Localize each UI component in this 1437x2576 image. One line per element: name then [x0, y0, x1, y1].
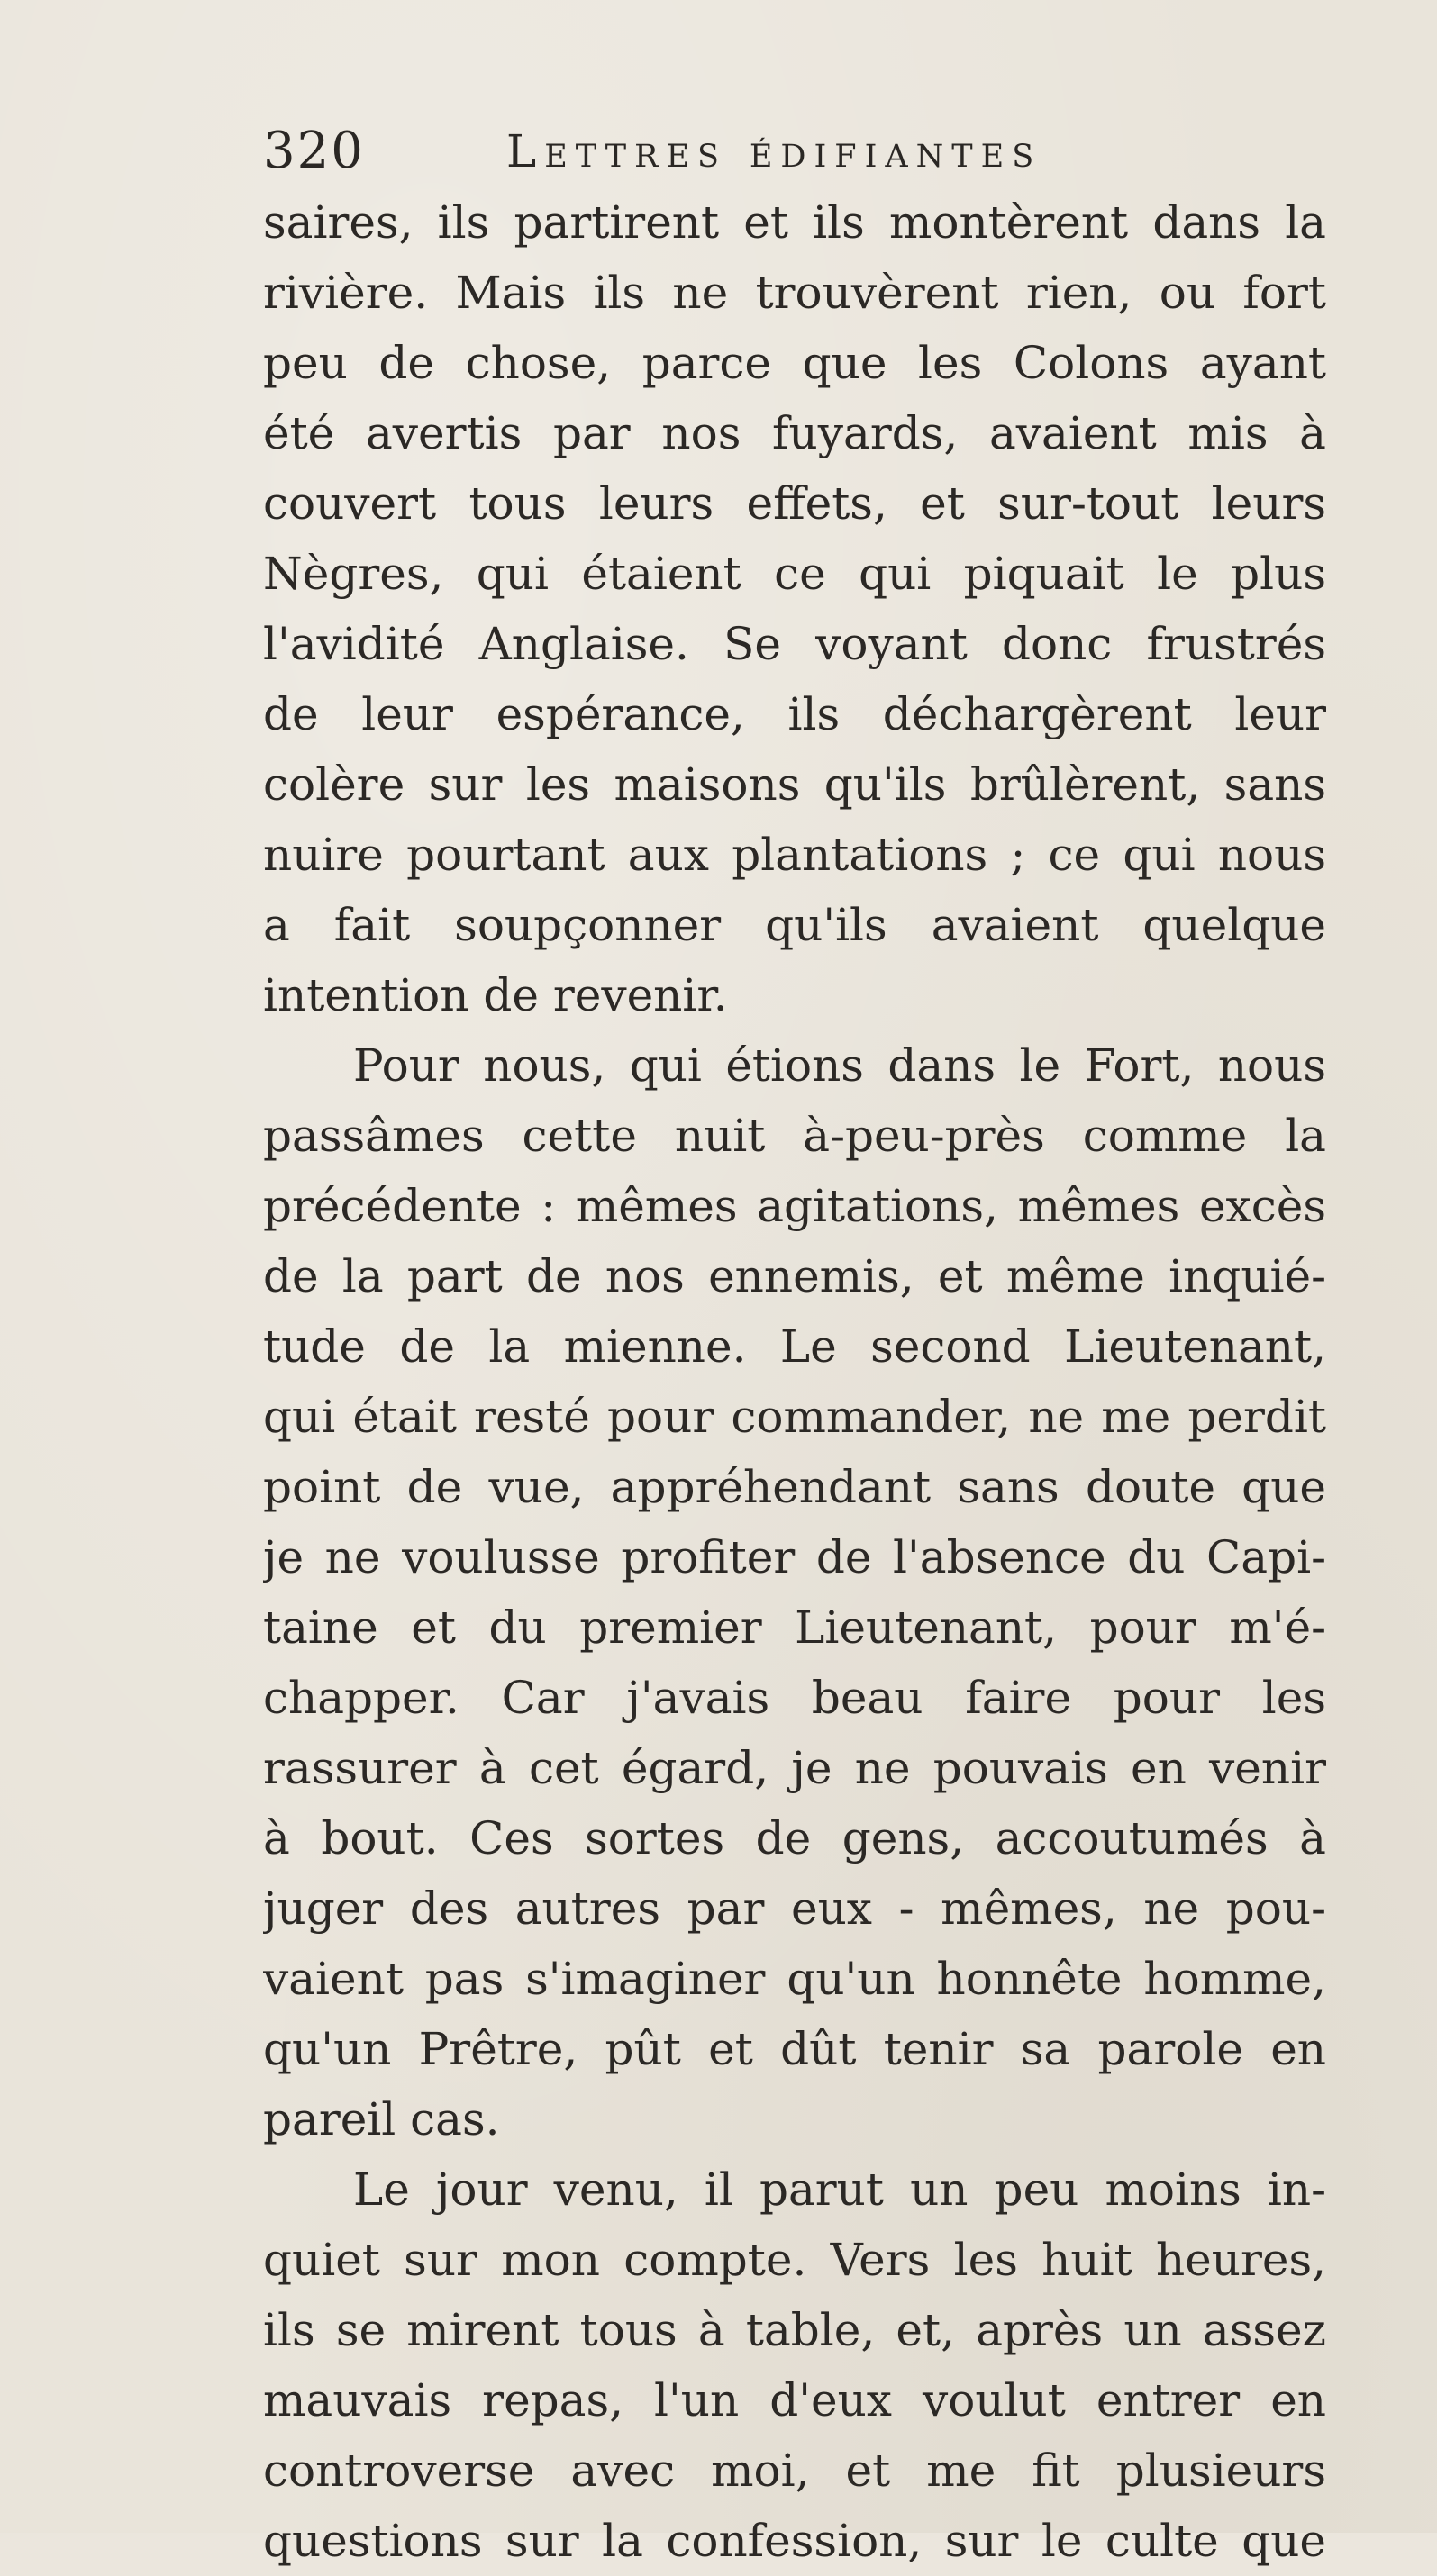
text-line: Pour nous, qui étions dans le Fort, nous: [353, 1039, 1326, 1092]
text-line: qui était resté pour commander, ne me perdit: [263, 1391, 1326, 1443]
text-line: couvert tous leurs effets, et sur-tout leurs: [263, 477, 1326, 530]
text-line: Nègres, qui étaient ce qui piquait le plus: [263, 548, 1326, 600]
page-number: 320: [263, 122, 365, 180]
text-line: été avertis par nos fuyards, avaient mis à: [263, 407, 1326, 459]
text-line: de leur espérance, ils déchargèrent leur: [263, 688, 1326, 740]
running-title: Lettres édifiantes: [506, 125, 1042, 177]
text-line: chapper. Car j'avais beau faire pour les: [263, 1672, 1326, 1724]
text-line: vaient pas s'imaginer qu'un honnête homme,: [263, 1953, 1326, 2005]
text-line: quiet sur mon compte. Vers les huit heures,: [263, 2234, 1326, 2286]
text-line: nuire pourtant aux plantations ; ce qui nous: [263, 829, 1326, 881]
text-line: tude de la mienne. Le second Lieutenant,: [263, 1320, 1326, 1373]
text-line: je ne voulusse profiter de l'absence du Capi-: [263, 1531, 1326, 1583]
text-line: point de vue, appréhendant sans doute que: [263, 1461, 1326, 1513]
text-line: controverse avec moi, et me fit plusieurs: [263, 2444, 1326, 2497]
page-header: [263, 115, 1254, 187]
text-line: l'avidité Anglaise. Se voyant donc frustrés: [263, 618, 1326, 670]
text-line: mauvais repas, l'un d'eux voulut entrer en: [263, 2374, 1326, 2426]
text-line: qu'un Prêtre, pût et dût tenir sa parole en: [263, 2023, 1326, 2075]
text-line: colère sur les maisons qu'ils brûlèrent, sans: [263, 758, 1326, 811]
text-line: intention de revenir.: [263, 969, 728, 1021]
text-line: Le jour venu, il parut un peu moins in-: [353, 2163, 1326, 2216]
body-text: [263, 187, 1326, 2576]
text-line: de la part de nos ennemis, et même inquié-: [263, 1250, 1326, 1302]
text-line: saires, ils partirent et ils montèrent dans la: [263, 196, 1326, 249]
text-line: pareil cas.: [263, 2093, 500, 2145]
text-line: rassurer à cet égard, je ne pouvais en venir: [263, 1742, 1326, 1794]
text-line: juger des autres par eux - mêmes, ne pou-: [263, 1882, 1326, 1935]
text-line: rivière. Mais ils ne trouvèrent rien, ou fort: [263, 267, 1326, 319]
text-line: à bout. Ces sortes de gens, accoutumés à: [263, 1812, 1326, 1864]
text-line: précédente : mêmes agitations, mêmes excès: [263, 1180, 1326, 1232]
text-line: a fait soupçonner qu'ils avaient quelque: [263, 899, 1326, 951]
text-line: ils se mirent tous à table, et, après un assez: [263, 2304, 1326, 2356]
text-line: passâmes cette nuit à-peu-près comme la: [263, 1110, 1326, 1162]
text-line: peu de chose, parce que les Colons ayant: [263, 337, 1326, 389]
text-line: questions sur la confession, sur le culte que: [263, 2515, 1326, 2567]
text-line: taine et du premier Lieutenant, pour m'é-: [263, 1601, 1326, 1654]
